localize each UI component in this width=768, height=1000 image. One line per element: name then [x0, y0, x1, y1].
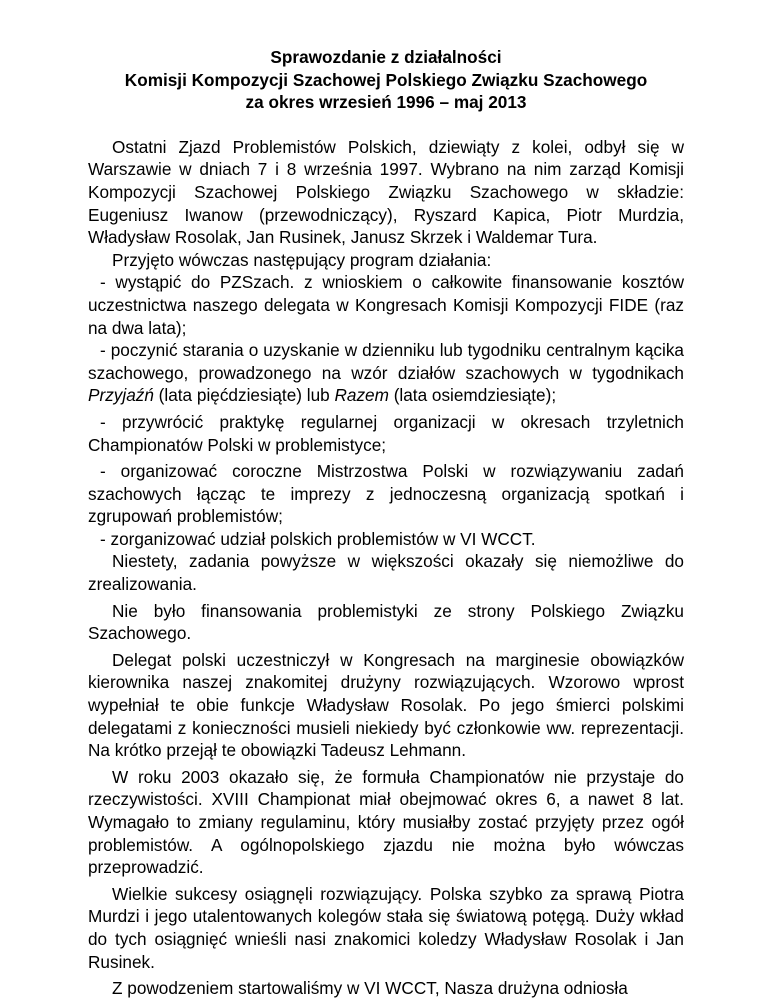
title-line-2: Komisji Kompozycji Szachowej Polskiego Związku Szachowego — [124, 69, 648, 90]
program-item-column — [88, 339, 684, 407]
program-item-column-text-a: - poczynić starania o uzyskanie w dzienniku lub tygodniku centralnym kącika szachowego, prowadzonego na wzór działów szachowych w tygodnikach — [88, 340, 684, 383]
paragraph-congress: Ostatni Zjazd Problemistów Polskich, dziewiąty z kolei, odbył się w Warszawie w dniach 7 i 8 września 1997. Wybrano na nim zarząd Komisji Kompozycji Szachowej Polskiego Związku Szachowego w składzie: Eugeniusz Iwanow (przewodniczący), Ryszard Kapica, Piotr Murdzia, Władysław Rosolak, Jan Rusinek, Janusz Skrzek i Waldemar Tura. — [88, 136, 684, 248]
document-title — [88, 46, 684, 114]
paragraph-funding: Nie było finansowania problemistyki ze strony Polskiego Związku Szachowego. — [88, 600, 684, 644]
program-item-wcct: - zorganizować udział polskich problemistów w VI WCCT. — [100, 528, 536, 549]
paragraph-unfeasible: Niestety, zadania powyższe w większości okazały się niemożliwe do zrealizowania. — [88, 551, 684, 595]
document-page — [88, 0, 684, 1000]
paragraph-championat: W roku 2003 okazało się, że formuła Championatów nie przystaje do rzeczywistości. XVIII Championat miał obejmować okres 6, a nawet 8 lat. Wymagało to zmiany regulaminu, który musiałby zostać przyjęty przez ogół problemistów. A ogólnopolskiego zjazdu nie można było wówczas przeprowadzić. — [88, 766, 684, 878]
title-line-1: Sprawozdanie z działalności — [270, 47, 502, 67]
program-item-fide: - wystąpić do PZSzach. z wnioskiem o całkowite finansowanie kosztów uczestnictwa naszego delegata w Kongresach Komisji Kompozycji FIDE (raz na dwa lata); — [88, 272, 684, 338]
paragraph-program-intro: Przyjęto wówczas następujący program działania: — [112, 249, 492, 270]
program-item-column-text-c: (lata pięćdziesiąte) lub — [153, 385, 335, 406]
program-item-solving: - organizować coroczne Mistrzostwa Polski w rozwiązywaniu zadań szachowych łącząc te imprezy z jednoczesną organizacją spotkań i zgrupowań problemistów; — [88, 461, 684, 527]
paragraph-wcct: Z powodzeniem startowaliśmy w VI WCCT, Nasza drużyna odniosła — [112, 978, 628, 999]
paragraph-delegate: Delegat polski uczestniczył w Kongresach na marginesie obowiązków kierownika naszej znakomitej drużyny rozwiązujących. Wzorowo wprost wypełniał te obie funkcje Władysław Rosolak. Po jego śmierci polskimi delegatami z konieczności musieli niekiedy być członkowie ww. reprezentacji. Na krótko przejął te obowiązki Tadeusz Lehmann. — [88, 649, 684, 761]
program-item-column-text-e: (lata osiemdziesiąte); — [388, 385, 557, 406]
paragraph-solvers: Wielkie sukcesy osiągnęli rozwiązujący. Polska szybko za sprawą Piotra Murdzi i jego utalentowanych kolegów stała się światową potęgą. Duży wkład do tych osiągnięć wnieśli nasi znakomici koledzy Władysław Rosolak i Jan Rusinek. — [88, 883, 684, 972]
magazine-razem: Razem — [334, 385, 389, 406]
title-line-3: za okres wrzesień 1996 – maj 2013 — [245, 92, 527, 113]
program-item-championships: - przywrócić praktykę regularnej organizacji w okresach trzyletnich Championatów Polski w problemistyce; — [88, 411, 684, 455]
document-body — [88, 136, 684, 1000]
magazine-przyjazn: Przyjaźń — [88, 385, 154, 406]
